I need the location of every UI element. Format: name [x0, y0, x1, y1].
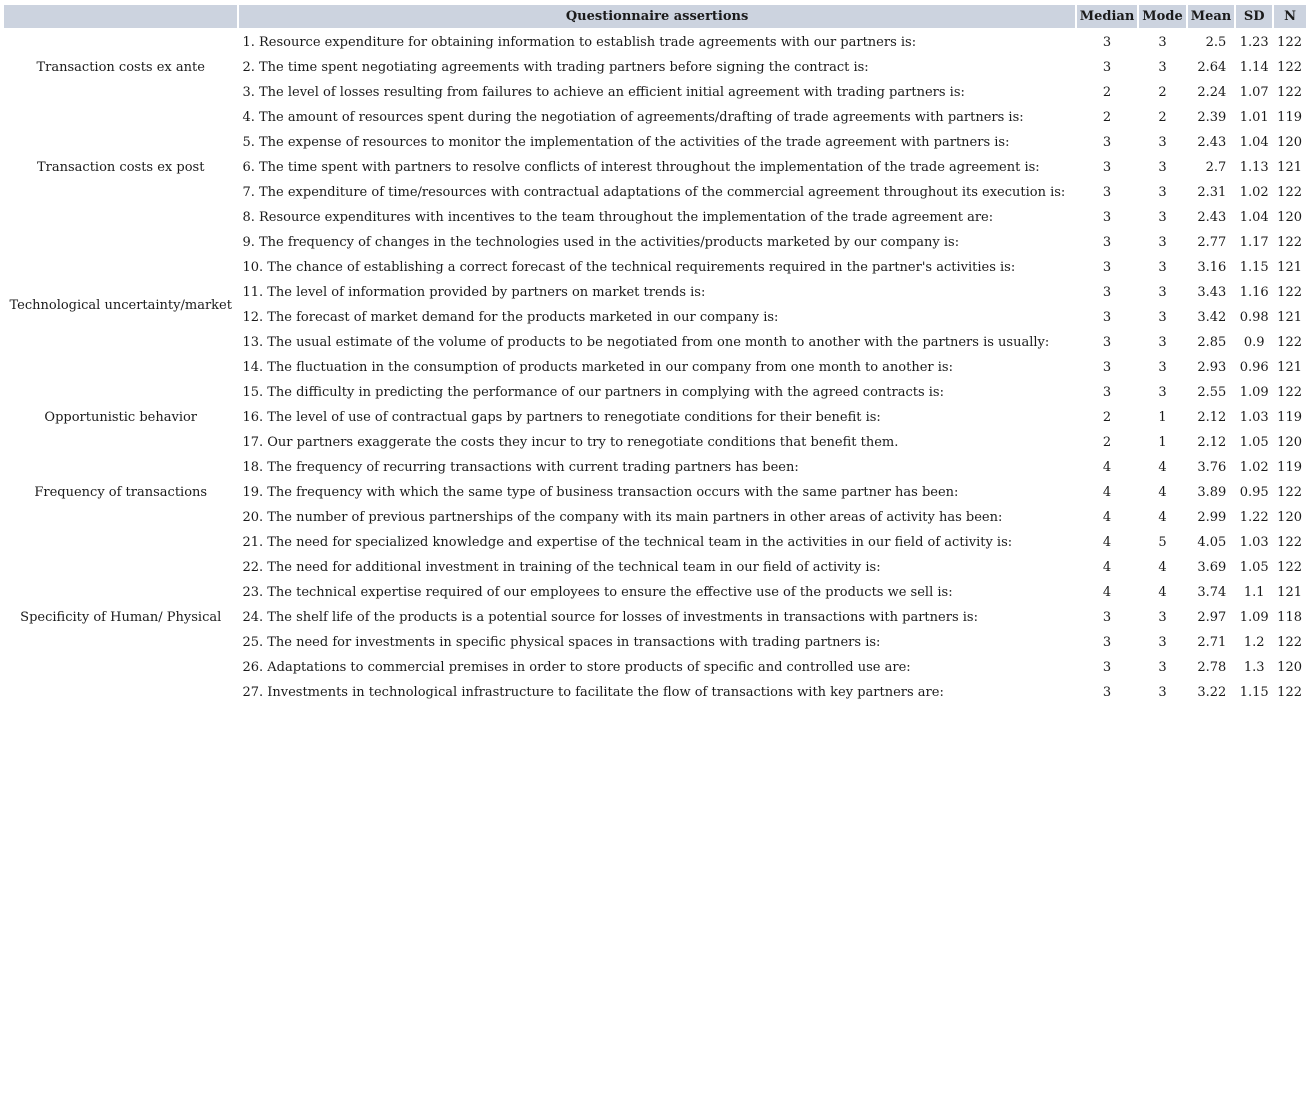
assertion-text: 10. The chance of establishing a correct forecast of the technical requirements required in the partner's activities is:: [242, 260, 1016, 275]
mode-value: 4: [1158, 485, 1167, 500]
n-value: 118: [1277, 610, 1302, 625]
mode-value: 5: [1158, 535, 1167, 550]
mean-value: 2.78: [1197, 660, 1227, 675]
mean-value: 2.24: [1197, 85, 1227, 100]
sd-value: 1.02: [1239, 460, 1269, 475]
mean-value: 4.05: [1197, 535, 1227, 550]
median-value: 3: [1102, 360, 1112, 375]
median-value: 4: [1102, 485, 1112, 500]
header-group: [4, 5, 237, 30]
mean-value: 2.71: [1197, 635, 1227, 650]
mean-value: 3.16: [1197, 260, 1227, 275]
mean-value: 2.97: [1197, 610, 1227, 625]
median-value: 3: [1102, 235, 1112, 250]
mean-value: 2.43: [1197, 135, 1227, 150]
mean-value: 2.12: [1197, 410, 1227, 425]
assertion-text: 3. The level of losses resulting from failures to achieve an efficient initial agreement with trading partners is:: [242, 85, 965, 100]
mean-value: 2.99: [1197, 510, 1227, 525]
questionnaire-table: [2, 5, 1308, 705]
mean-value: 2.77: [1197, 235, 1227, 250]
assertion-text: 16. The level of use of contractual gaps by partners to renegotiate conditions for their benefit is:: [242, 410, 881, 425]
assertion-text: 2. The time spent negotiating agreements with trading partners before signing the contract is:: [242, 60, 869, 75]
questionnaire-table-container: [4, 5, 1308, 705]
construct-group-label: Technological uncertainty/market: [9, 297, 232, 313]
mean-value: 3.42: [1197, 310, 1227, 325]
sd-value: 1.05: [1239, 435, 1269, 450]
mean-value: 2.12: [1197, 435, 1227, 450]
mode-value: 2: [1158, 85, 1167, 100]
header-n: N: [1274, 5, 1306, 30]
assertion-text: 23. The technical expertise required of our employees to ensure the effective use of the products we sell is:: [242, 585, 953, 600]
header-median: Median: [1077, 5, 1138, 30]
table-row: [4, 455, 1306, 480]
median-value: 4: [1102, 535, 1112, 550]
sd-value: 1.05: [1239, 560, 1269, 575]
header-assertions: Questionnaire assertions: [239, 5, 1074, 30]
construct-group-label: Frequency of transactions: [34, 485, 208, 500]
median-value: 3: [1102, 335, 1112, 350]
median-value: 2: [1102, 435, 1112, 450]
construct-group-label: Specificity of Human/ Physical: [20, 610, 222, 625]
header-mean: Mean: [1188, 5, 1235, 30]
n-value: 122: [1277, 385, 1302, 400]
sd-value: 1.04: [1239, 135, 1269, 150]
assertion-text: 8. Resource expenditures with incentives to the team throughout the implementation of the trade agreement are:: [242, 210, 994, 225]
n-value: 120: [1277, 660, 1302, 675]
mean-value: 3.43: [1197, 285, 1227, 300]
sd-value: 0.9: [1243, 335, 1265, 350]
sd-value: 1.14: [1239, 60, 1269, 75]
assertion-text: 19. The frequency with which the same type of business transaction occurs with the same partner has been:: [242, 485, 959, 500]
sd-value: 1.09: [1239, 610, 1269, 625]
mean-value: 2.5: [1205, 35, 1227, 50]
table-row: [4, 230, 1306, 255]
mode-value: 3: [1158, 185, 1167, 200]
sd-value: 1.04: [1239, 210, 1269, 225]
sd-value: 1.07: [1239, 85, 1269, 100]
n-value: 122: [1277, 485, 1302, 500]
table-row: [4, 105, 1306, 130]
n-value: 122: [1277, 685, 1302, 700]
sd-value: 0.98: [1239, 310, 1269, 325]
assertion-text: 17. Our partners exaggerate the costs they incur to try to renegotiate conditions that benefit them.: [242, 435, 899, 450]
mode-value: 3: [1158, 160, 1167, 175]
assertion-text: 4. The amount of resources spent during the negotiation of agreements/drafting of trade agreements with partners is:: [242, 110, 1024, 125]
median-value: 3: [1102, 610, 1112, 625]
sd-value: 1.2: [1243, 635, 1265, 650]
n-value: 120: [1277, 135, 1302, 150]
n-value: 122: [1277, 35, 1302, 50]
n-value: 122: [1277, 635, 1302, 650]
n-value: 122: [1277, 335, 1302, 350]
mode-value: 4: [1158, 585, 1167, 600]
assertion-text: 1. Resource expenditure for obtaining information to establish trade agreements with our partners is:: [242, 35, 917, 50]
mode-value: 4: [1158, 460, 1167, 475]
mode-value: 3: [1158, 335, 1167, 350]
mode-value: 1: [1158, 435, 1167, 450]
n-value: 119: [1277, 110, 1302, 125]
median-value: 3: [1102, 185, 1112, 200]
median-value: 3: [1102, 285, 1112, 300]
n-value: 122: [1277, 185, 1302, 200]
mode-value: 3: [1158, 610, 1167, 625]
assertion-text: 6. The time spent with partners to resolve conflicts of interest throughout the implementation of the trade agreement is:: [242, 160, 1040, 175]
mean-value: 2.39: [1197, 110, 1227, 125]
mode-value: 3: [1158, 310, 1167, 325]
table-header: [4, 5, 1306, 30]
mode-value: 3: [1158, 660, 1167, 675]
assertion-text: 21. The need for specialized knowledge and expertise of the technical team in the activities in our field of activity is:: [242, 535, 1013, 550]
median-value: 3: [1102, 210, 1112, 225]
median-value: 3: [1102, 260, 1112, 275]
sd-value: 1.17: [1239, 235, 1269, 250]
assertion-text: 13. The usual estimate of the volume of products to be negotiated from one month to another with the partners is usually:: [242, 335, 1050, 350]
sd-value: 1.03: [1239, 410, 1269, 425]
sd-value: 1.16: [1239, 285, 1269, 300]
median-value: 2: [1102, 110, 1112, 125]
n-value: 122: [1277, 285, 1302, 300]
assertion-text: 7. The expenditure of time/resources with contractual adaptations of the commercial agreement throughout its execution is:: [242, 185, 1066, 200]
median-value: 4: [1102, 510, 1112, 525]
assertion-text: 25. The need for investments in specific physical spaces in transactions with trading partners is:: [242, 635, 881, 650]
median-value: 3: [1102, 60, 1112, 75]
n-value: 122: [1277, 235, 1302, 250]
n-value: 121: [1277, 260, 1302, 275]
mode-value: 3: [1158, 260, 1167, 275]
header-mode: Mode: [1139, 5, 1185, 30]
n-value: 122: [1277, 535, 1302, 550]
header-row: [4, 5, 1306, 30]
n-value: 120: [1277, 435, 1302, 450]
mode-value: 3: [1158, 135, 1167, 150]
sd-value: 1.03: [1239, 535, 1269, 550]
mean-value: 3.22: [1197, 685, 1227, 700]
table-row: [4, 530, 1306, 555]
median-value: 3: [1102, 660, 1112, 675]
assertion-text: 24. The shelf life of the products is a potential source for losses of investments in transactions with partners is:: [242, 610, 978, 625]
sd-value: 1.13: [1239, 160, 1269, 175]
table-body: [4, 30, 1306, 705]
table-row: [4, 30, 1306, 55]
sd-value: 1.01: [1239, 110, 1269, 125]
n-value: 121: [1277, 585, 1302, 600]
mode-value: 1: [1158, 410, 1167, 425]
mean-value: 3.69: [1197, 560, 1227, 575]
n-value: 122: [1277, 60, 1302, 75]
assertion-text: 18. The frequency of recurring transactions with current trading partners has been:: [242, 460, 799, 475]
mean-value: 3.89: [1197, 485, 1227, 500]
median-value: 3: [1102, 160, 1112, 175]
sd-value: 0.95: [1239, 485, 1269, 500]
construct-group-label: Transaction costs ex ante: [36, 60, 205, 75]
mean-value: 2.31: [1197, 185, 1227, 200]
construct-group-label: Opportunistic behavior: [44, 410, 198, 425]
mode-value: 2: [1158, 110, 1167, 125]
mode-value: 4: [1158, 560, 1167, 575]
mean-value: 2.93: [1197, 360, 1227, 375]
mode-value: 3: [1158, 210, 1167, 225]
mode-value: 3: [1158, 35, 1167, 50]
mean-value: 2.43: [1197, 210, 1227, 225]
n-value: 121: [1277, 310, 1302, 325]
mode-value: 4: [1158, 510, 1167, 525]
median-value: 3: [1102, 385, 1112, 400]
n-value: 122: [1277, 85, 1302, 100]
n-value: 121: [1277, 360, 1302, 375]
assertion-text: 22. The need for additional investment in training of the technical team in our field of activity is:: [242, 560, 881, 575]
sd-value: 1.15: [1239, 260, 1269, 275]
sd-value: 1.22: [1239, 510, 1269, 525]
n-value: 119: [1277, 410, 1302, 425]
sd-value: 1.3: [1243, 660, 1265, 675]
mean-value: 2.64: [1197, 60, 1227, 75]
assertion-text: 26. Adaptations to commercial premises in order to store products of specific and controlled use are:: [242, 660, 911, 675]
median-value: 2: [1102, 85, 1112, 100]
construct-group-label: Transaction costs ex post: [37, 160, 205, 175]
sd-value: 1.23: [1239, 35, 1269, 50]
n-value: 120: [1277, 210, 1302, 225]
median-value: 4: [1102, 460, 1112, 475]
median-value: 4: [1102, 585, 1112, 600]
mode-value: 3: [1158, 60, 1167, 75]
sd-value: 1.09: [1239, 385, 1269, 400]
sd-value: 1.15: [1239, 685, 1269, 700]
mode-value: 3: [1158, 685, 1167, 700]
mean-value: 3.76: [1197, 460, 1227, 475]
n-value: 119: [1277, 460, 1302, 475]
header-sd: SD: [1236, 5, 1272, 30]
median-value: 3: [1102, 35, 1112, 50]
sd-value: 1.1: [1243, 585, 1265, 600]
assertion-text: 20. The number of previous partnerships of the company with its main partners in other areas of activity has been:: [242, 510, 1003, 525]
assertion-text: 12. The forecast of market demand for the products marketed in our company is:: [242, 310, 779, 325]
mean-value: 2.7: [1205, 160, 1227, 175]
n-value: 122: [1277, 560, 1302, 575]
median-value: 2: [1102, 410, 1112, 425]
mode-value: 3: [1158, 385, 1167, 400]
median-value: 3: [1102, 685, 1112, 700]
median-value: 3: [1102, 135, 1112, 150]
mode-value: 3: [1158, 285, 1167, 300]
mode-value: 3: [1158, 235, 1167, 250]
assertion-text: 5. The expense of resources to monitor the implementation of the activities of the trade agreement with partners is:: [242, 135, 1010, 150]
table-row: [4, 380, 1306, 405]
assertion-text: 27. Investments in technological infrastructure to facilitate the flow of transactions with key partners are:: [242, 685, 944, 700]
sd-value: 1.02: [1239, 185, 1269, 200]
mean-value: 2.85: [1197, 335, 1227, 350]
median-value: 3: [1102, 310, 1112, 325]
median-value: 4: [1102, 560, 1112, 575]
mean-value: 2.55: [1197, 385, 1227, 400]
assertion-text: 14. The fluctuation in the consumption of products marketed in our company from one month to another is:: [242, 360, 953, 375]
assertion-text: 15. The difficulty in predicting the performance of our partners in complying with the agreed contracts is:: [242, 385, 944, 400]
assertion-text: 9. The frequency of changes in the technologies used in the activities/products marketed by our company is:: [242, 235, 960, 250]
mean-value: 3.74: [1197, 585, 1227, 600]
n-value: 121: [1277, 160, 1302, 175]
assertion-text: 11. The level of information provided by partners on market trends is:: [242, 285, 706, 300]
mode-value: 3: [1158, 360, 1167, 375]
mode-value: 3: [1158, 635, 1167, 650]
median-value: 3: [1102, 635, 1112, 650]
sd-value: 0.96: [1239, 360, 1269, 375]
n-value: 120: [1277, 510, 1302, 525]
